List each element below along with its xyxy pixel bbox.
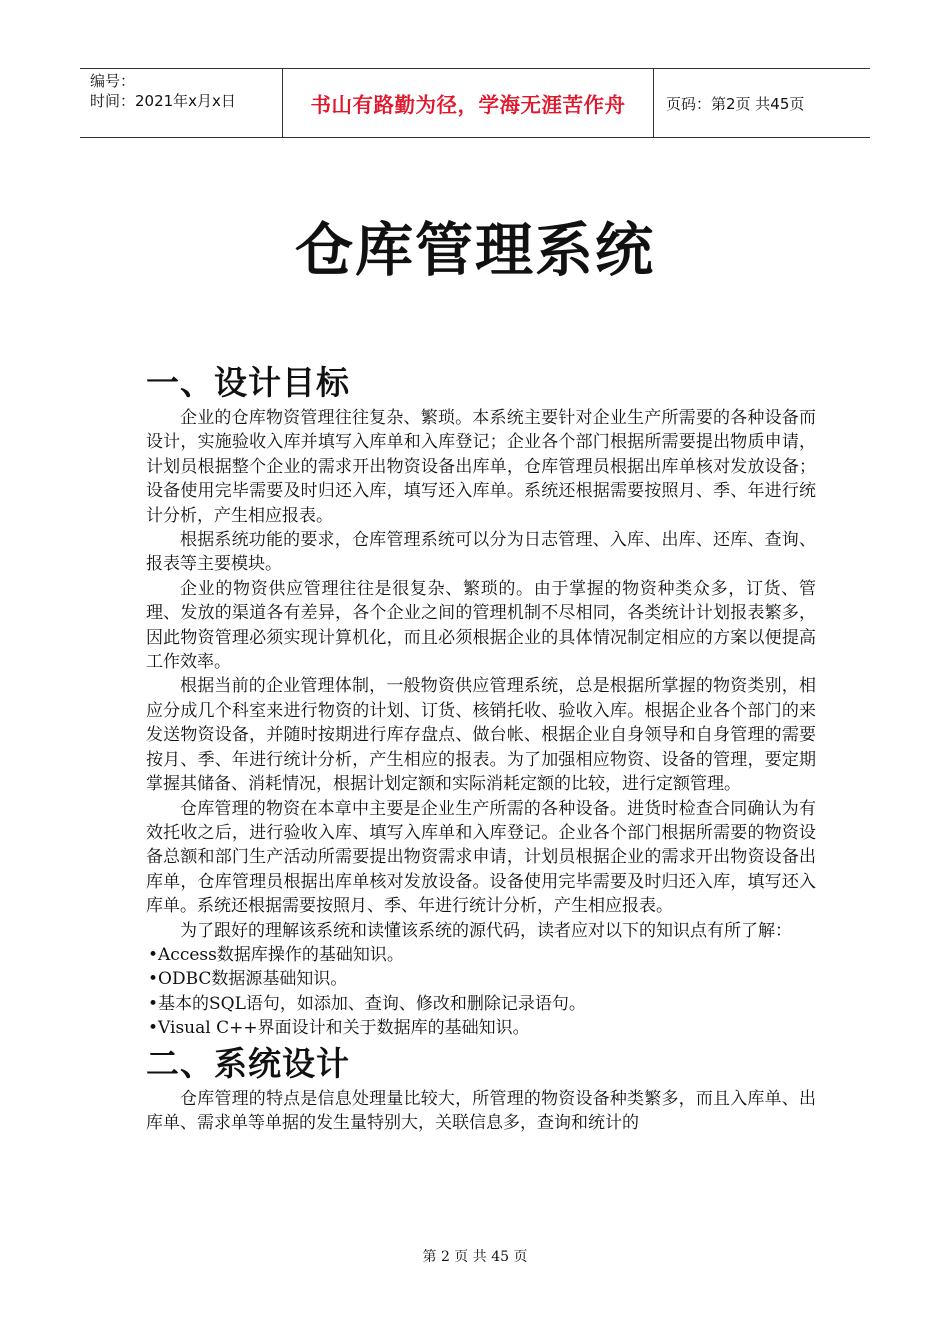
paragraph: 企业的物资供应管理往往是很复杂、繁琐的。由于掌握的物资种类众多，订货、管理、发放的渠道各有差异，各个企业之间的管理机制不尽相同，各类统计计划报表繁多，因此物资管理必须实现计算机化，而且必须根据企业的具体情况制定相应的方案以便提高工作效率。	[146, 578, 816, 673]
page-header	[80, 68, 870, 138]
paragraph: 根据系统功能的要求，仓库管理系统可以分为日志管理、入库、出库、还库、查询、报表等主要模块。	[146, 530, 816, 575]
list-item: •Access数据库操作的基础知识。	[148, 944, 404, 965]
paragraph: 仓库管理的特点是信息处理量比较大，所管理的物资设备种类繁多，而且入库单、出库单、需求单等单据的发生量特别大，关联信息多，查询和统计的	[146, 1088, 816, 1133]
page-footer: 第 2 页 共 45 页	[422, 1249, 528, 1265]
document-title: 仓库管理系统	[294, 216, 655, 284]
document-body	[146, 360, 816, 1135]
list-item: •ODBC数据源基础知识。	[148, 969, 348, 990]
section-heading-design-goals: 一、设计目标	[146, 363, 350, 402]
header-meta	[80, 69, 282, 137]
list-item: •Visual C++界面设计和关于数据库的基础知识。	[148, 1018, 530, 1039]
number-label: 编号：	[90, 72, 136, 90]
section-heading-system-design: 二、系统设计	[146, 1043, 350, 1083]
paragraph: 企业的仓库物资管理往往复杂、繁琐。本系统主要针对企业生产所需要的各种设备而设计，实施验收入库并填写入库单和入库登记；企业各个部门根据所需要提出物质申请，计划员根据整个企业的需求开出物资设备出库单，仓库管理员根据出库单核对发放设备；设备使用完毕需要及时归还入库，填写还入库单。系统还根据需要按照月、季、年进行统计分析，产生相应报表。	[146, 408, 816, 526]
header-page-info: 页码：第2页 共45页	[666, 94, 805, 113]
paragraph: 根据当前的企业管理体制，一般物资供应管理系统，总是根据所掌握的物资类别，相应分成几个科室来进行物资的计划、订货、核销托收、验收入库。根据企业各个部门的来发送物资设备，并随时按期进行库存盘点、做台帐、根据企业自身领导和自身管理的需要按月、季、年进行统计分析，产生相应的报表。为了加强相应物资、设备的管理，要定期掌握其储备、消耗情况，根据计划定额和实际消耗定额的比较，进行定额管理。	[146, 676, 816, 795]
time-label: 时间：2021年x月x日	[90, 92, 236, 110]
list-item: •基本的SQL语句，如添加、查询、修改和删除记录语句。	[148, 993, 586, 1014]
paragraph: 仓库管理的物资在本章中主要是企业生产所需的各种设备。进货时检查合同确认为有效托收之后，进行验收入库、填写入库单和入库登记。企业各个部门根据所需要的物资设备总额和部门生产活动所需要提出物资需求申请，计划员根据企业的需求开出物资设备出库单，仓库管理员根据出库单核对发放设备。设备使用完毕需要及时归还入库，填写还入库单。系统还根据需要按照月、季、年进行统计分析，产生相应报表。	[146, 798, 816, 917]
header-motto: 书山有路勤为径，学海无涯苦作舟	[282, 69, 654, 137]
paragraph: 为了跟好的理解该系统和读懂该系统的源代码，读者应对以下的知识点有所了解：	[180, 920, 792, 941]
